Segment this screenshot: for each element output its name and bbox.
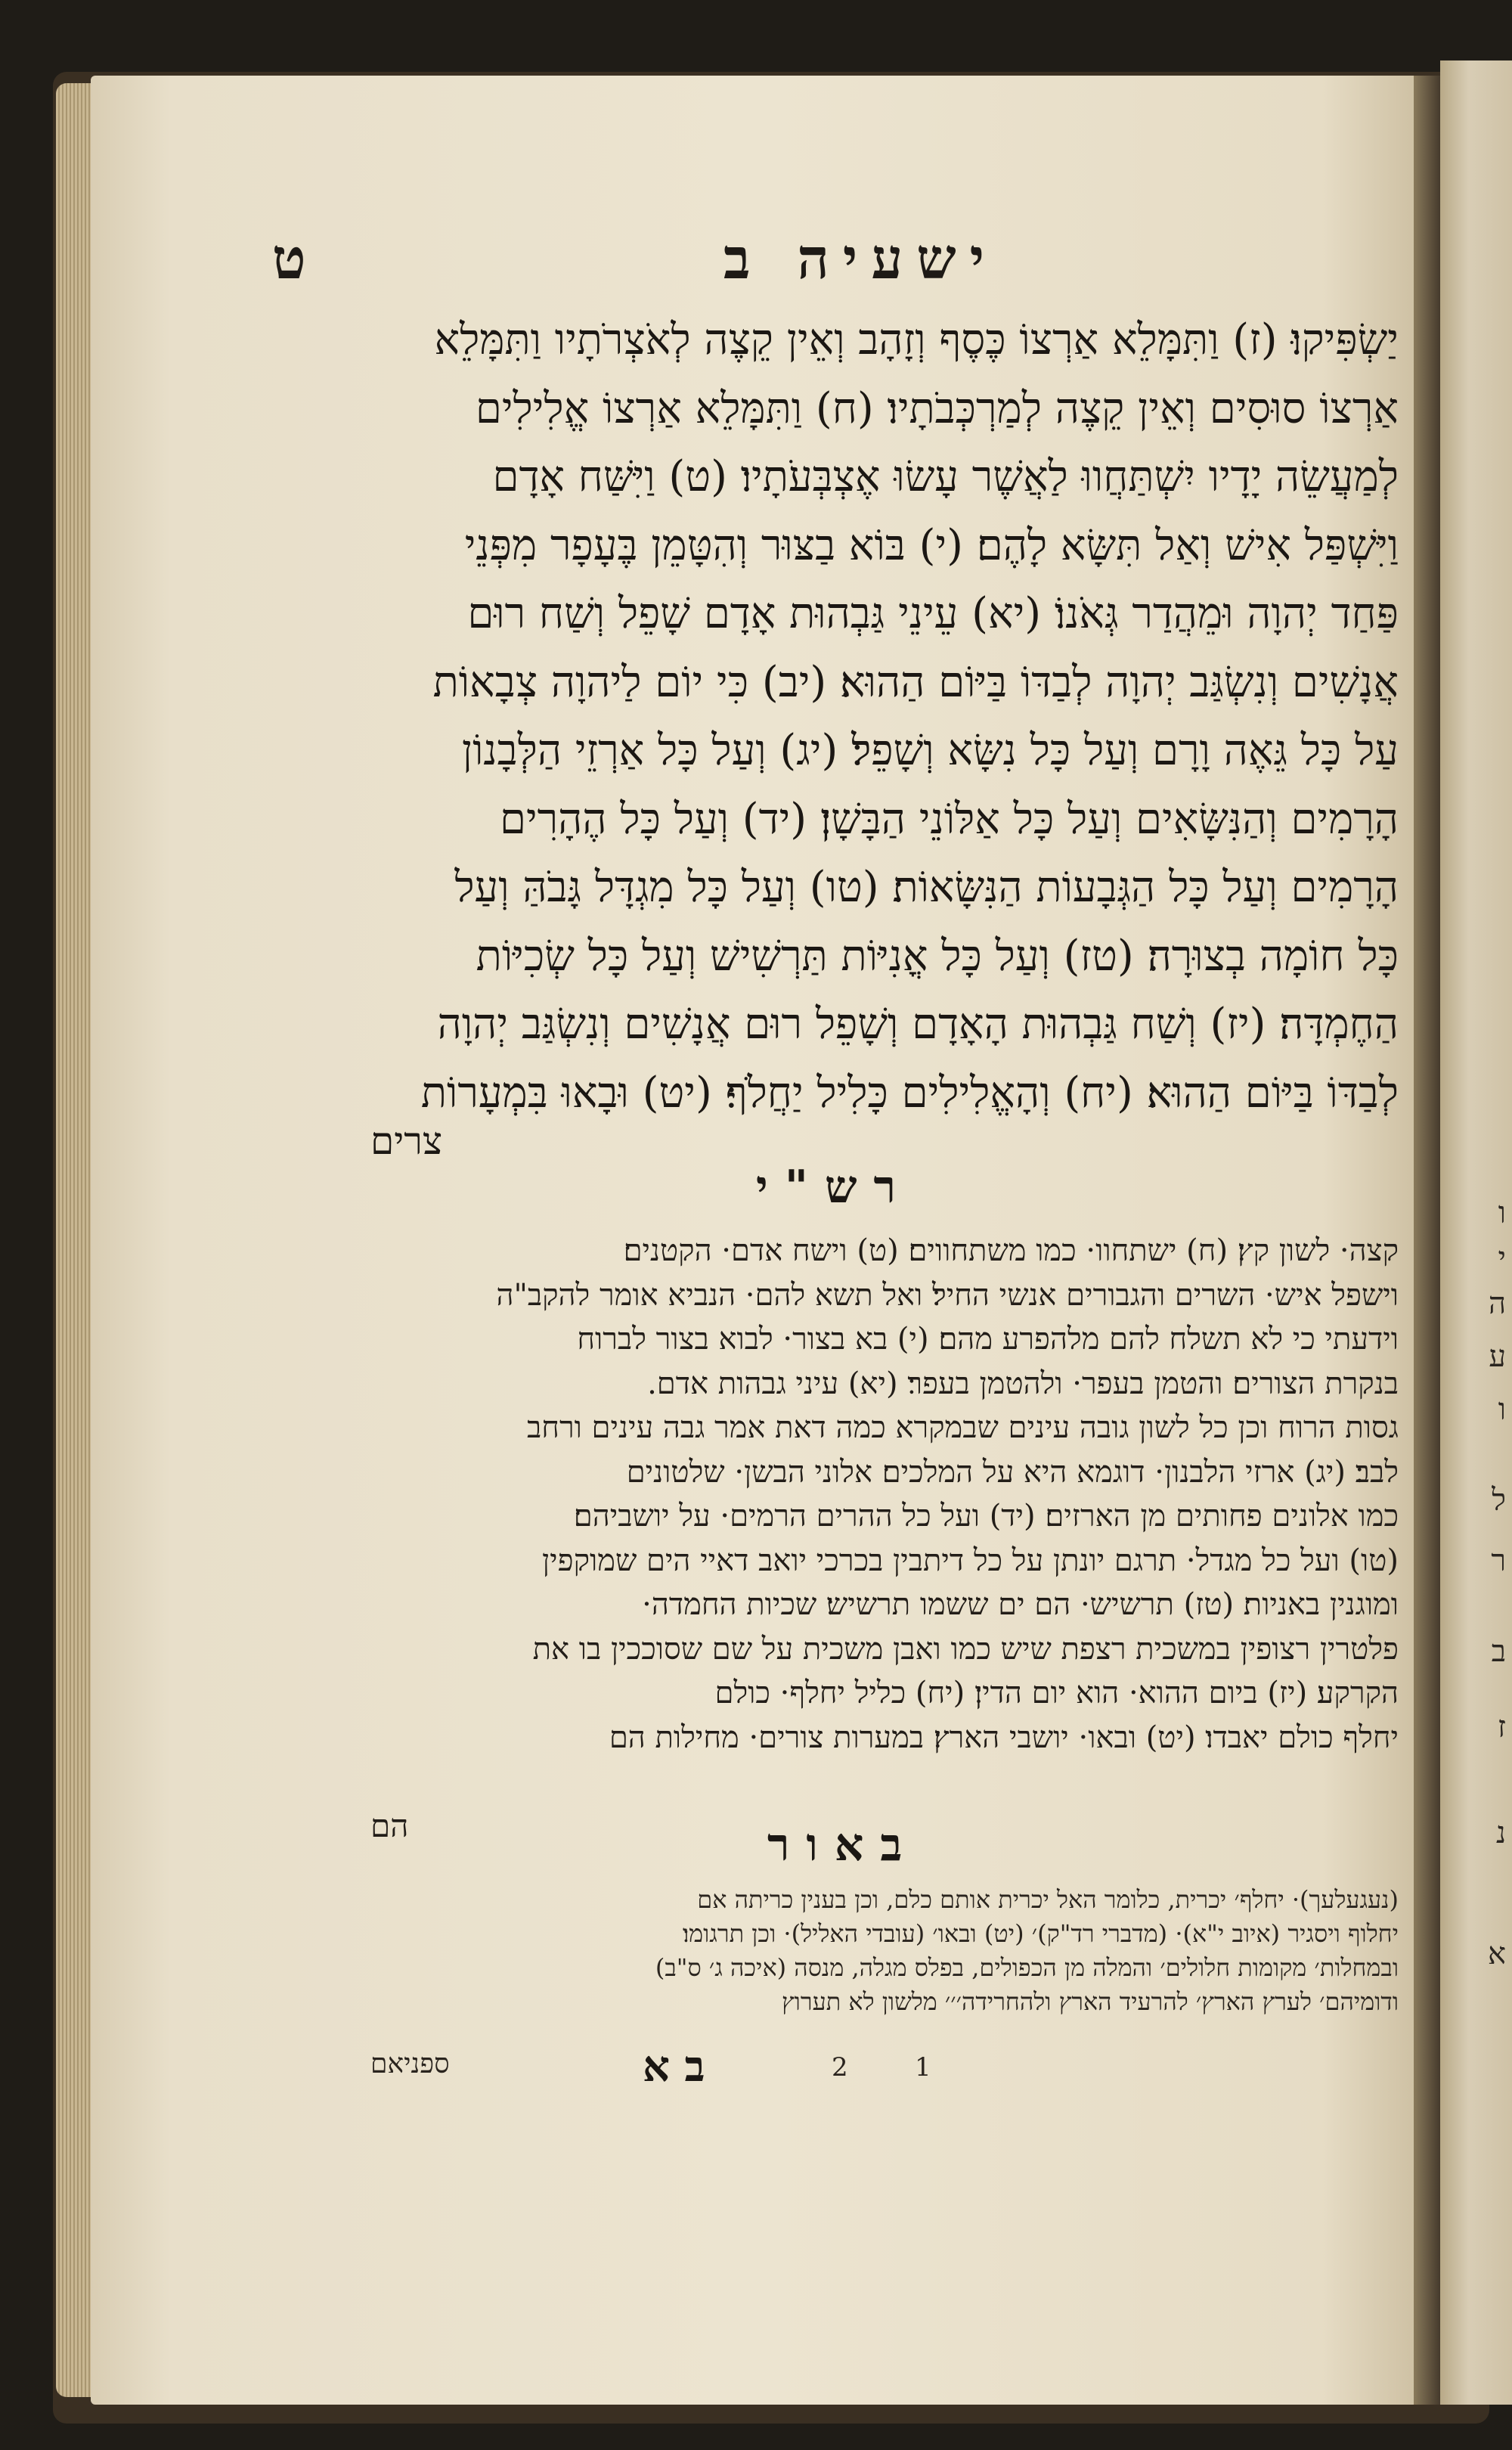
- commentary-line: הקרקע׃ (יז) ביום ההוא· הוא יום הדין׃ (יח) כליל יחלף· כולם: [714, 1676, 1399, 1710]
- page-header: [272, 227, 1315, 310]
- facing-page-letter: ז: [1497, 1710, 1506, 1744]
- text-line: וַיִּשְׁפַּל אִישׁ וְאַל תִּשָּׂא לָהֶם׃ (י) בּוֹא בַצּוּר וְהִטָּמֵן בֶּעָפָר מִפְּנֵי: [464, 520, 1399, 570]
- commentary-line: יחלף כולם יאבדו׃ (יט) ובאו· יושבי הארץ׃ במערות צורים· מחילות הם: [609, 1720, 1399, 1755]
- commentary-line: בנקרת הצורים׃ והטמן בעפר· ולהטמן בעפר׃ (יא) עיני גבהות אדם.: [647, 1366, 1399, 1401]
- commentary-line: קצה· לשון קץ׃ (ח) ישתחוו· כמו משתחווים׃ (ט) וישח אדם· הקטנים׃: [623, 1233, 1399, 1268]
- signature-number: 2: [832, 2052, 848, 2082]
- commentary-line: גסות הרוח וכן כל לשון גובה עינים שבמקרא כמה דאת אמר גבה עינים ורחב: [527, 1410, 1399, 1445]
- text-line: כָּל חוֹמָה בְצוּרָה׃ (טז) וְעַל כָּל אֳנִיּוֹת תַּרְשִׁישׁ וְעַל כָּל שְׂכִיּוֹת: [476, 931, 1399, 981]
- commentary-line: כמו אלונים פחותים מן הארזים׃ (יד) ועל כל ההרים הרמים· על יושביהם׃: [573, 1499, 1399, 1534]
- facing-page-fragment: [1440, 60, 1512, 2405]
- text-line: עַל כָּל גֵּאֶה וָרָם וְעַל כָּל נִשָּׂא וְשָׁפֵל׃ (יג) וְעַל כָּל אַרְזֵי הַלְּבָנוֹן: [461, 726, 1399, 775]
- text-line: לְבַדּוֹ בַּיּוֹם הַהוּא׃ (יח) וְהָאֱלִילִים כָּלִיל יַחֲלֹף׃ (יט) וּבָאוּ בִּמְעָרוֹת: [420, 1068, 1399, 1118]
- commentary-line: ובמחלות׳ מקומות חלולים׳ והמלה מן הכפולים, בפלס מגלה, מנסה (איכה ג׳ ס"ב): [655, 1953, 1399, 1982]
- rashi-heading: רש"י: [756, 1161, 912, 1214]
- catchword: הם: [370, 1807, 409, 1844]
- text-line: הַחֶמְדָּה׃ (יז) וְשַׁח גַּבְהוּת הָאָדָם וְשָׁפֵל רוּם אֲנָשִׁים וְנִשְׂגַּב יְהוָה: [437, 1000, 1399, 1049]
- biur-commentary: [276, 1883, 1399, 2019]
- signature-line: [370, 2042, 960, 2095]
- facing-page-letter: ע: [1489, 1339, 1506, 1374]
- text-line: פַּחַד יְהוָה וּמֵהֲדַר גְּאֹנוֹ׃ (יא) עֵינֵי גַּבְהוּת אָדָם שָׁפֵל וְשַׁח רוּם: [467, 589, 1399, 638]
- facing-page-letter: י: [1498, 1241, 1506, 1276]
- facing-page-letter: ל: [1492, 1483, 1506, 1518]
- folio-letter: ט: [272, 227, 306, 292]
- commentary-line: (נעגעלעך)· יחלף׳ יכרית, כלומר האל יכרית אותם כלם, וכן בענין כריתה אם: [697, 1885, 1399, 1914]
- text-line: הָרָמִים וְעַל כָּל הַגְּבָעוֹת הַנִּשָּׂאוֹת׃ (טו) וְעַל כָּל מִגְדָּל גָּבֹהַּ וְעַל: [454, 863, 1399, 912]
- commentary-line: וידעתי כי לא תשלח להם מלהפרע מהם׃ (י) בא בצור· לבוא בצור לברוח: [577, 1322, 1399, 1357]
- text-line: אַרְצוֹ סוּסִים וְאֵין קֵצֶה לְמַרְכְּבֹתָיו׃ (ח) וַתִּמָּלֵא אַרְצוֹ אֱלִילִים: [475, 383, 1399, 433]
- signature-letters: ב א: [643, 2042, 705, 2092]
- commentary-line: ומוגנין באניות׃ (טז) תרשיש· הם ים ששמו תרשיש׃ שכיות החמדה·: [642, 1587, 1399, 1622]
- text-line: לְמַעֲשֵׂה יָדָיו יִשְׁתַּחֲווּ לַאֲשֶׁר עָשׂוּ אֶצְבְּעֹתָיו׃ (ט) וַיִּשַּׁח אָדָם: [492, 452, 1399, 501]
- text-line: הָרָמִים וְהַנִּשָּׂאִים וְעַל כָּל אַלּוֹנֵי הַבָּשָׁן׃ (יד) וְעַל כָּל הֶהָרִים: [500, 794, 1399, 844]
- facing-page-letter: ב: [1491, 1634, 1506, 1669]
- facing-page-letter: א: [1487, 1937, 1506, 1971]
- book-gutter: [1414, 76, 1444, 2405]
- commentary-line: יחלוף ויסגיר (איוב י"א)· (מדברי רד"ק)׳ (יט) ובאו׳ (עובדי האליל)· וכן תרגומו׃: [682, 1919, 1399, 1948]
- signature-number: 1: [915, 2052, 931, 2082]
- commentary-line: פלטרין רצופין במשכית רצפת שיש כמו ואבן משכית על שם שסוככין בו את: [532, 1631, 1399, 1667]
- text-line: יַשְׂפִּיקוּ׃ (ז) וַתִּמָּלֵא אַרְצוֹ כֶּסֶף וְזָהָב וְאֵין קֵצֶה לְאֹצְרֹתָיו וַתִּמָּלֵא: [434, 315, 1399, 364]
- running-title: ישעיה ב: [723, 227, 998, 292]
- facing-page-letter: ו: [1498, 1196, 1506, 1230]
- facing-page-letter: ר: [1491, 1543, 1506, 1578]
- facing-page-letter: נ: [1495, 1816, 1506, 1850]
- commentary-line: לבב׃ (יג) ארזי הלבנון· דוגמא היא על המלכים׃ אלוני הבשן· שלטונים: [626, 1454, 1399, 1490]
- rashi-commentary: [272, 1229, 1399, 1760]
- scripture-text: [272, 306, 1399, 1127]
- text-line: אֲנָשִׁים וְנִשְׂגַּב יְהוָה לְבַדּוֹ בַּיּוֹם הַהוּא׃ (יב) כִּי יוֹם לַיהוָה צְבָאוֹת: [432, 657, 1399, 707]
- commentary-line: (טו) ועל כל מגדל· תרגם יונתן על כל דיתבין בכרכי יואב דאיי הים שמוקפין: [541, 1543, 1399, 1578]
- facing-page-letter: ו: [1498, 1392, 1506, 1427]
- facing-page-letter: ה: [1488, 1286, 1506, 1321]
- commentary-line: ודומיהם׳ לערץ הארץ׳ להרעיד הארץ ולהחרידה׳׳׳ מלשון לא תערוץ: [782, 1987, 1399, 2016]
- commentary-line: וישפל איש· השרים והגבורים אנשי החיל׃ ואל תשא להם· הנביא אומר להקב"ה: [496, 1277, 1399, 1313]
- catchword: צרים: [370, 1119, 443, 1163]
- biur-heading: באור: [767, 1819, 919, 1872]
- signature-word: ספניאם: [370, 2048, 450, 2079]
